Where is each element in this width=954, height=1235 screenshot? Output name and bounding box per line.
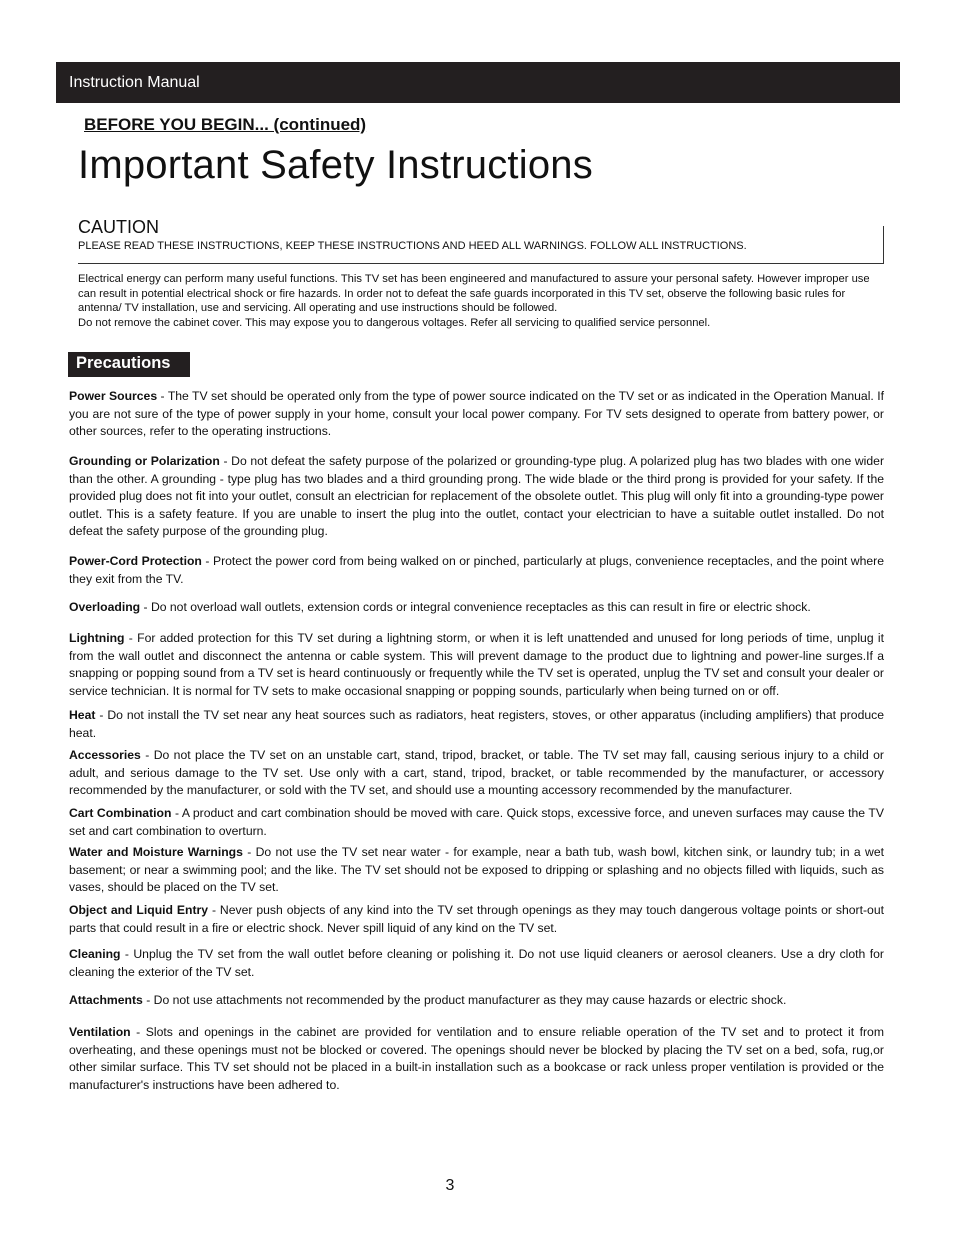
precaution-term: Cart Combination [69, 806, 172, 820]
precaution-term: Power Sources [69, 389, 158, 403]
precaution-item-overloading [69, 599, 884, 617]
precaution-term: Power-Cord Protection [69, 554, 202, 568]
intro-text [78, 272, 878, 330]
precaution-term: Object and Liquid Entry [69, 903, 209, 917]
precaution-item-grounding [69, 453, 884, 541]
precaution-text: - Do not defeat the safety purpose of the polarized or grounding-type plug. A polarized plug has two blades with one wider than the other. A grounding - type plug has two blades and a third grounding prong. The wide blade or the third prong is provided for your safety. If the provided plug does not fit into your outlet, consult an electrician for replacement of the obsolete outlet. This plug will only fit into a grounding-type power outlet. This is a safety feature. If you are unable to insert the plug into the outlet, contact your electrician to have a suitable outlet installed. Do not defeat the safety purpose of the grounding plug. [69, 454, 884, 539]
precaution-item-object-liquid [69, 902, 884, 937]
precaution-term: Grounding or Polarization [69, 454, 220, 468]
caution-box [78, 217, 884, 264]
precaution-text: - Never push objects of any kind into the TV set through openings as they may touch dangerous voltage points or short-out parts that could result in a fire or electric shock. Never spill liquid of any kind on the TV set. [69, 903, 884, 935]
precaution-item-power-cord [69, 553, 884, 588]
precaution-item-lightning [69, 630, 884, 700]
page-title: Important Safety Instructions [78, 143, 593, 187]
precaution-item-ventilation [69, 1024, 884, 1094]
precaution-term: Heat [69, 708, 96, 722]
precaution-text: - Slots and openings in the cabinet are provided for ventilation and to ensure reliable operation of the TV set and to protect it from overheating, and these openings must not be blocked or covered. The openings should never be blocked by placing the TV set on a bed, sofa, rug,or other similar surface. This TV set should not be placed in a built-in installation such as a bookcase or rack unless proper ventilation is provided or the manufacturer's instructions have been adhered to. [69, 1025, 884, 1092]
precaution-term: Attachments [69, 993, 143, 1007]
precaution-item-heat [69, 707, 884, 742]
precaution-text: - Do not use attachments not recommended by the product manufacturer as they may cause hazards or electric shock. [142, 993, 787, 1007]
precaution-item-accessories [69, 747, 884, 800]
section-heading: BEFORE YOU BEGIN... (continued) [84, 115, 367, 134]
header-title: Instruction Manual [69, 74, 200, 91]
precautions-tab [68, 352, 190, 377]
precaution-text: - For added protection for this TV set during a lightning storm, or when it is left unattended and unused for long periods of time, unplug it from the wall outlet and disconnect the antenna or cable system. This will prevent damage to the product due to lightning and power-line surges.If a snapping or popping sound from a TV set is heard continuously or frequently while the TV set is operated, unplug the TV set and consult your dealer or service technician. It is normal for TV sets to make occasional snapping or popping sounds, particularly when being turned on or off. [69, 631, 884, 698]
precaution-item-attachments [69, 992, 884, 1010]
precaution-text: - Unplug the TV set from the wall outlet before cleaning or polishing it. Do not use liquid cleaners or aerosol cleaners. Use a dry cloth for cleaning the exterior of the TV set. [69, 947, 884, 979]
page-number: 3 [445, 1177, 455, 1194]
intro-paragraph: Electrical energy can perform many useful functions. This TV set has been engineered and manufactured to assure your personal safety. However improper use can result in potential electrical shock or fire hazards. In order not to defeat the safe guards incorporated in this TV set, observe the following basic rules for antenna/ TV installation, use and servicing. All operating and use instructions should be followed. [78, 273, 870, 315]
precaution-term: Ventilation [69, 1025, 131, 1039]
header-bar [56, 62, 900, 103]
precaution-term: Accessories [69, 748, 141, 762]
precautions-label: Precautions [76, 354, 171, 372]
precaution-text: - Do not install the TV set near any heat sources such as radiators, heat registers, stoves, or other apparatus (including amplifiers) that produce heat. [69, 708, 884, 740]
precaution-item-power-sources [69, 388, 884, 441]
precaution-term: Lightning [69, 631, 125, 645]
caution-text: PLEASE READ THESE INSTRUCTIONS, KEEP THESE INSTRUCTIONS AND HEED ALL WARNINGS. FOLLOW ALL INSTRUCTIONS. [78, 240, 747, 252]
precaution-text: - Protect the power cord from being walked on or pinched, particularly at plugs, convenience receptacles, and the point where they exit from the TV. [69, 554, 885, 586]
precaution-term: Overloading [69, 600, 141, 614]
precaution-text: - A product and cart combination should be moved with care. Quick stops, excessive force, and uneven surfaces may cause the TV set and cart combination to overturn. [69, 806, 884, 838]
precaution-item-water-moisture [69, 844, 884, 897]
precaution-text: - Do not use the TV set near water - for example, near a bath tub, wash bowl, kitchen sink, or laundry tub; in a wet basement; or near a swimming pool; and the like. The TV set should not be exposed to dripping or splashing and no objects filled with liquids, such as vases, should be placed on the TV set. [69, 845, 884, 895]
precaution-text: - Do not overload wall outlets, extension cords or integral convenience receptacles as this can result in fire or electric shock. [140, 600, 811, 614]
precaution-item-cart-combination [69, 805, 884, 840]
precaution-term: Cleaning [69, 947, 121, 961]
precaution-text: - Do not place the TV set on an unstable cart, stand, tripod, bracket, or table. The TV set may fall, causing serious injury to a child or adult, and serious damage to the TV set. Use only with a cart, stand, tripod, bracket, or table recommended by the manufacturer, or accessory recommended by the manufacturer, or sold with the TV set, and should use a mounting accessory recommended by the manufacturer. [69, 748, 884, 798]
precaution-term: Water and Moisture Warnings [69, 845, 243, 859]
caution-title: CAUTION [78, 217, 159, 237]
intro-paragraph: Do not remove the cabinet cover. This may expose you to dangerous voltages. Refer all servicing to qualified service personnel. [78, 316, 711, 329]
precaution-item-cleaning [69, 946, 884, 981]
precaution-text: - The TV set should be operated only from the type of power source indicated on the TV set or as indicated in the Operation Manual. If you are not sure of the type of power supply in your home, consult your local power company. For TV sets designed to operate from battery power, or other sources, refer to the operating instructions. [69, 389, 884, 439]
